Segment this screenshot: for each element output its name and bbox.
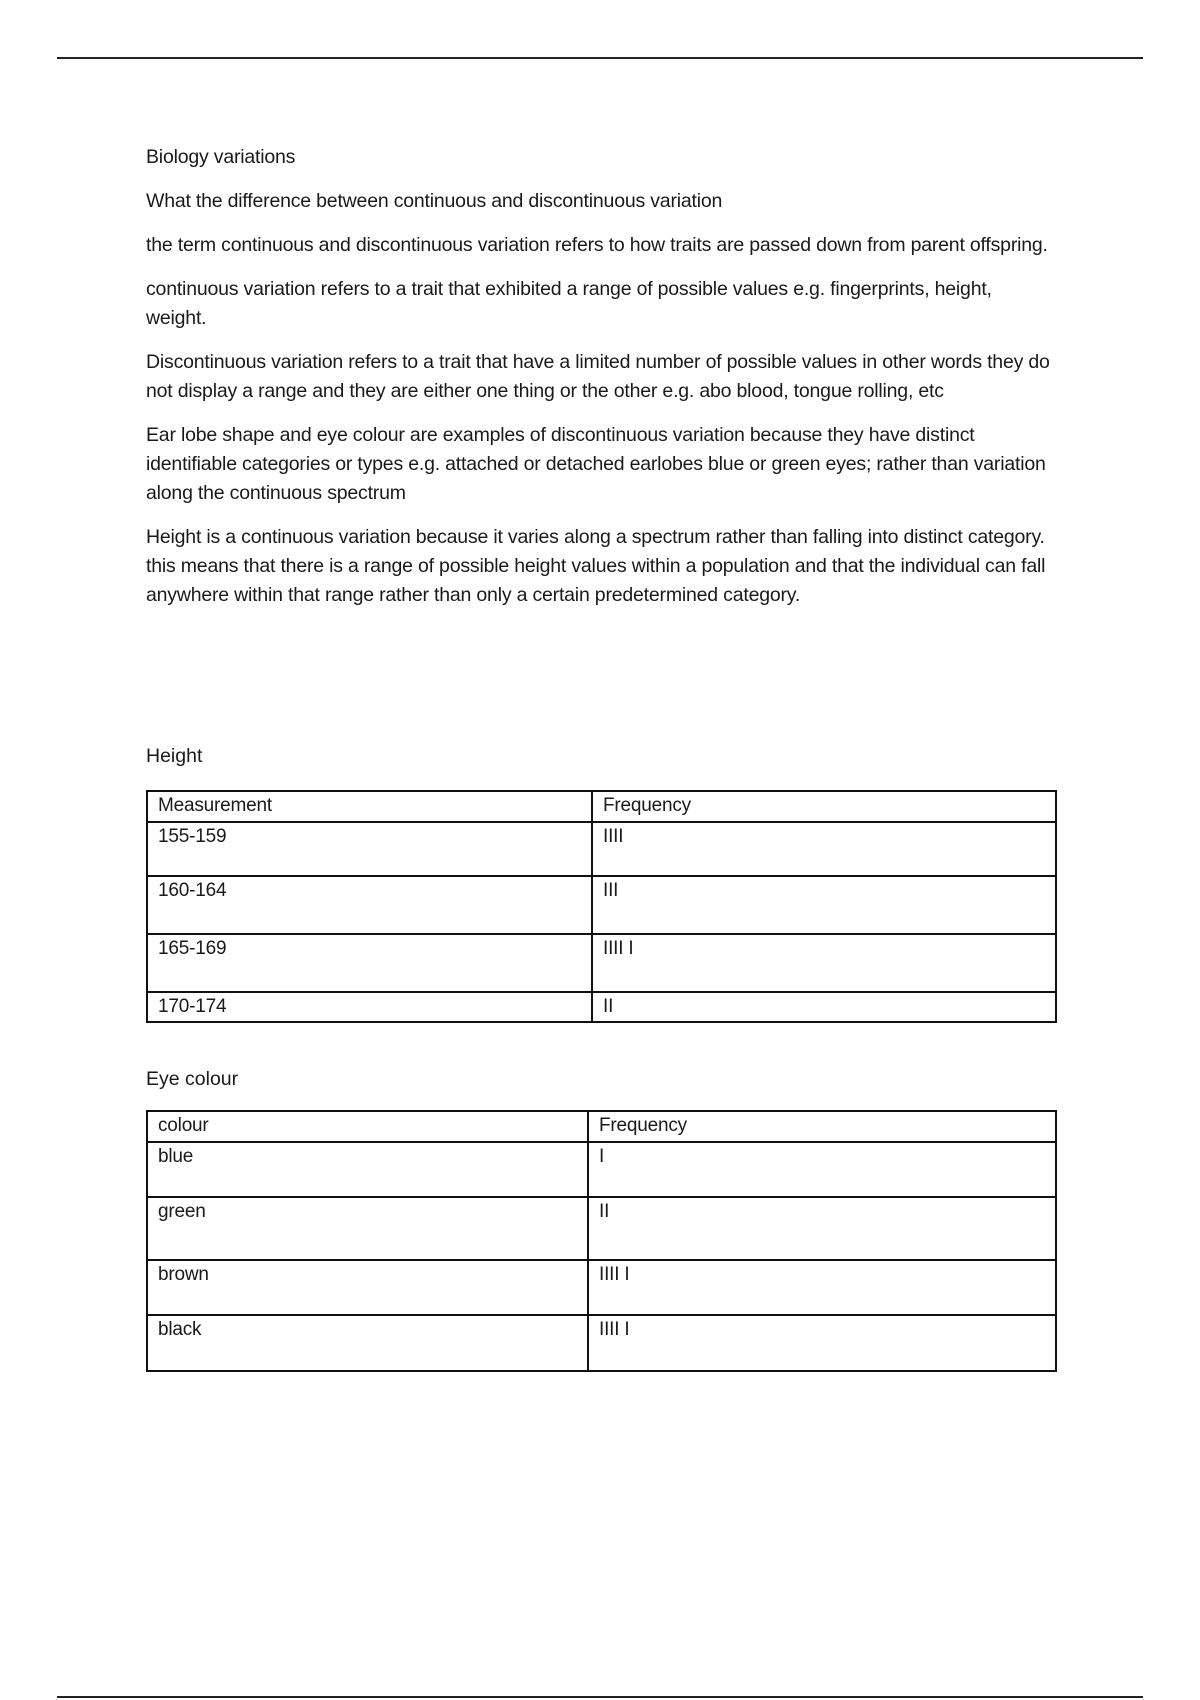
- table-row: [147, 1260, 1056, 1315]
- table-row: [147, 934, 1056, 992]
- table-cell: blue: [147, 1142, 588, 1197]
- table-cell: IIII I: [588, 1315, 1056, 1371]
- eye-section-label: Eye colour: [146, 1068, 239, 1090]
- table-row: [147, 822, 1056, 876]
- table-cell: IIII I: [588, 1260, 1056, 1315]
- continuous-paragraph: continuous variation refers to a trait that exhibited a range of possible values e.g. fingerprints, height, weight.: [146, 278, 992, 329]
- table-cell: III: [592, 876, 1056, 934]
- table-cell: IIII: [592, 822, 1056, 876]
- table-header-row: [147, 791, 1056, 822]
- discontinuous-paragraph: Discontinuous variation refers to a trait that have a limited number of possible values in other words they do not display a range and they are either one thing or the other e.g. abo blood, tongue rolling, etc: [146, 351, 1050, 402]
- table-row: [147, 992, 1056, 1022]
- table-header-cell: colour: [147, 1111, 588, 1142]
- table-cell: 155-159: [147, 822, 592, 876]
- document-body: [146, 143, 1056, 625]
- table-header-row: [147, 1111, 1056, 1142]
- table-cell: IIII I: [592, 934, 1056, 992]
- table-cell: black: [147, 1315, 588, 1371]
- table-row: [147, 876, 1056, 934]
- ear-eye-paragraph: Ear lobe shape and eye colour are examples of discontinuous variation because they have distinct identifiable categories or types e.g. attached or detached earlobes blue or green eyes; rather than variation along the continuous spectrum: [146, 424, 1046, 504]
- table-header-cell: Measurement: [147, 791, 592, 822]
- header-rule: [57, 57, 1143, 59]
- table-row: [147, 1315, 1056, 1371]
- table-cell: green: [147, 1197, 588, 1260]
- table-cell: 170-174: [147, 992, 592, 1022]
- table-cell: 165-169: [147, 934, 592, 992]
- table-cell: II: [592, 992, 1056, 1022]
- table-cell: I: [588, 1142, 1056, 1197]
- table-cell: II: [588, 1197, 1056, 1260]
- table-header-cell: Frequency: [592, 791, 1056, 822]
- document-title: Biology variations: [146, 146, 296, 168]
- height-paragraph: Height is a continuous variation because it varies along a spectrum rather than falling into distinct category. this means that there is a range of possible height values within a population and that the individual can fall anywhere within that range rather than only a certain predetermined category.: [146, 526, 1046, 606]
- table-row: [147, 1197, 1056, 1260]
- table-cell: 160-164: [147, 876, 592, 934]
- height-section-label: Height: [146, 745, 203, 767]
- footer-rule: [57, 1696, 1143, 1698]
- table-header-cell: Frequency: [588, 1111, 1056, 1142]
- eye-colour-table: [146, 1110, 1057, 1372]
- question-paragraph: What the difference between continuous and discontinuous variation: [146, 190, 723, 212]
- definition-paragraph: the term continuous and discontinuous variation refers to how traits are passed down from parent offspring.: [146, 234, 1048, 256]
- table-row: [147, 1142, 1056, 1197]
- table-cell: brown: [147, 1260, 588, 1315]
- height-table: [146, 790, 1057, 1023]
